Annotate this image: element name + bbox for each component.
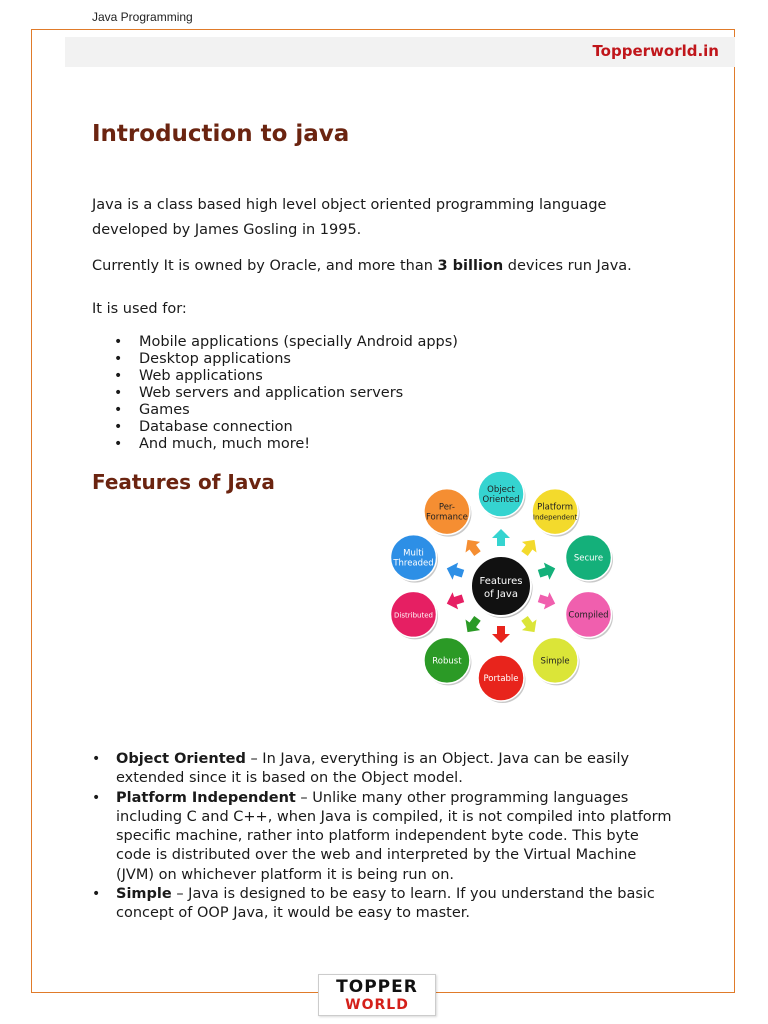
feature-node-label: Platform — [537, 502, 574, 513]
center-node-label: Features — [479, 576, 523, 587]
feature-node-label: Simple — [540, 656, 570, 667]
logo-bottom-text: WORLD — [345, 997, 409, 1013]
ownership-text-before: Currently It is owned by Oracle, and more than — [92, 258, 438, 274]
feature-node-label: Formance — [425, 512, 468, 523]
feature-description: – In Java, everything is an Object. Java can be easily extended since it is based on the Object model. — [116, 751, 630, 787]
feature-node-label: Secure — [573, 553, 604, 564]
feature-node-label: Oriented — [482, 495, 520, 505]
feature-arrow — [517, 613, 542, 637]
used-for-label: It is used for: — [92, 301, 187, 317]
feature-term: Platform Independent — [116, 789, 296, 806]
feature-item-platform-independent — [92, 789, 672, 885]
feature-term: Object Oriented — [116, 751, 246, 767]
feature-arrow — [492, 529, 510, 546]
feature-node-label: Threaded — [393, 558, 434, 569]
topperworld-logo — [318, 974, 436, 1016]
uses-list — [92, 334, 458, 453]
feature-arrow — [460, 535, 485, 559]
feature-arrow — [536, 560, 558, 582]
list-item: • Web servers and application servers — [92, 385, 458, 402]
brand-link[interactable]: Topperworld.in — [592, 42, 719, 60]
feature-term: Simple — [116, 886, 172, 903]
feature-item-object-oriented — [92, 750, 672, 789]
running-header: Java Programming — [92, 10, 193, 24]
feature-node-label: Distributed — [394, 611, 433, 620]
feature-arrow — [444, 590, 466, 612]
feature-description: – Unlike many other programming languages including C and C++, when Java is compiled, it is not compiled into platform specific machine, rather into platform independent byte code. This byte code is distributed over the web and interpreted by the Virtual Machine (JVM) on whichever platform it is being run on. — [116, 789, 672, 883]
feature-item-simple — [92, 885, 672, 924]
list-item: • Desktop applications — [92, 351, 458, 368]
feature-arrow — [444, 560, 466, 582]
header-band — [65, 37, 735, 67]
ownership-paragraph — [92, 254, 652, 279]
feature-node-label: Robust — [432, 656, 462, 667]
features-heading: Features of Java — [92, 470, 275, 494]
list-item: • And much, much more! — [92, 436, 458, 453]
feature-node-label: Compiled — [568, 610, 609, 621]
ownership-text-after: devices run Java. — [503, 258, 632, 274]
feature-arrow — [517, 535, 542, 559]
intro-paragraph: Java is a class based high level object oriented programming language developed by James Gosling in 1995. — [92, 197, 607, 238]
features-list — [92, 750, 672, 924]
list-item: • Database connection — [92, 419, 458, 436]
feature-description: – Java is designed to be easy to learn. If you understand the basic concept of OOP Java, it would be easy to master. — [116, 886, 655, 922]
feature-arrow — [536, 590, 558, 612]
feature-arrow — [492, 626, 510, 643]
feature-node-label: Multi — [403, 548, 424, 559]
feature-node-label: Independent — [532, 513, 578, 522]
feature-node-label: Object — [487, 485, 515, 495]
intro-heading: Introduction to java — [92, 121, 350, 147]
list-item: • Games — [92, 402, 458, 419]
center-node-label: of Java — [484, 589, 518, 600]
feature-arrow — [460, 613, 485, 637]
list-item: • Web applications — [92, 368, 458, 385]
list-item: • Mobile applications (specially Android apps) — [92, 334, 458, 351]
logo-top-text: TOPPER — [336, 977, 418, 997]
features-diagram — [370, 468, 632, 704]
feature-node-label: Portable — [483, 674, 519, 684]
feature-node-label: Per- — [438, 502, 455, 513]
device-count: 3 billion — [437, 258, 504, 274]
